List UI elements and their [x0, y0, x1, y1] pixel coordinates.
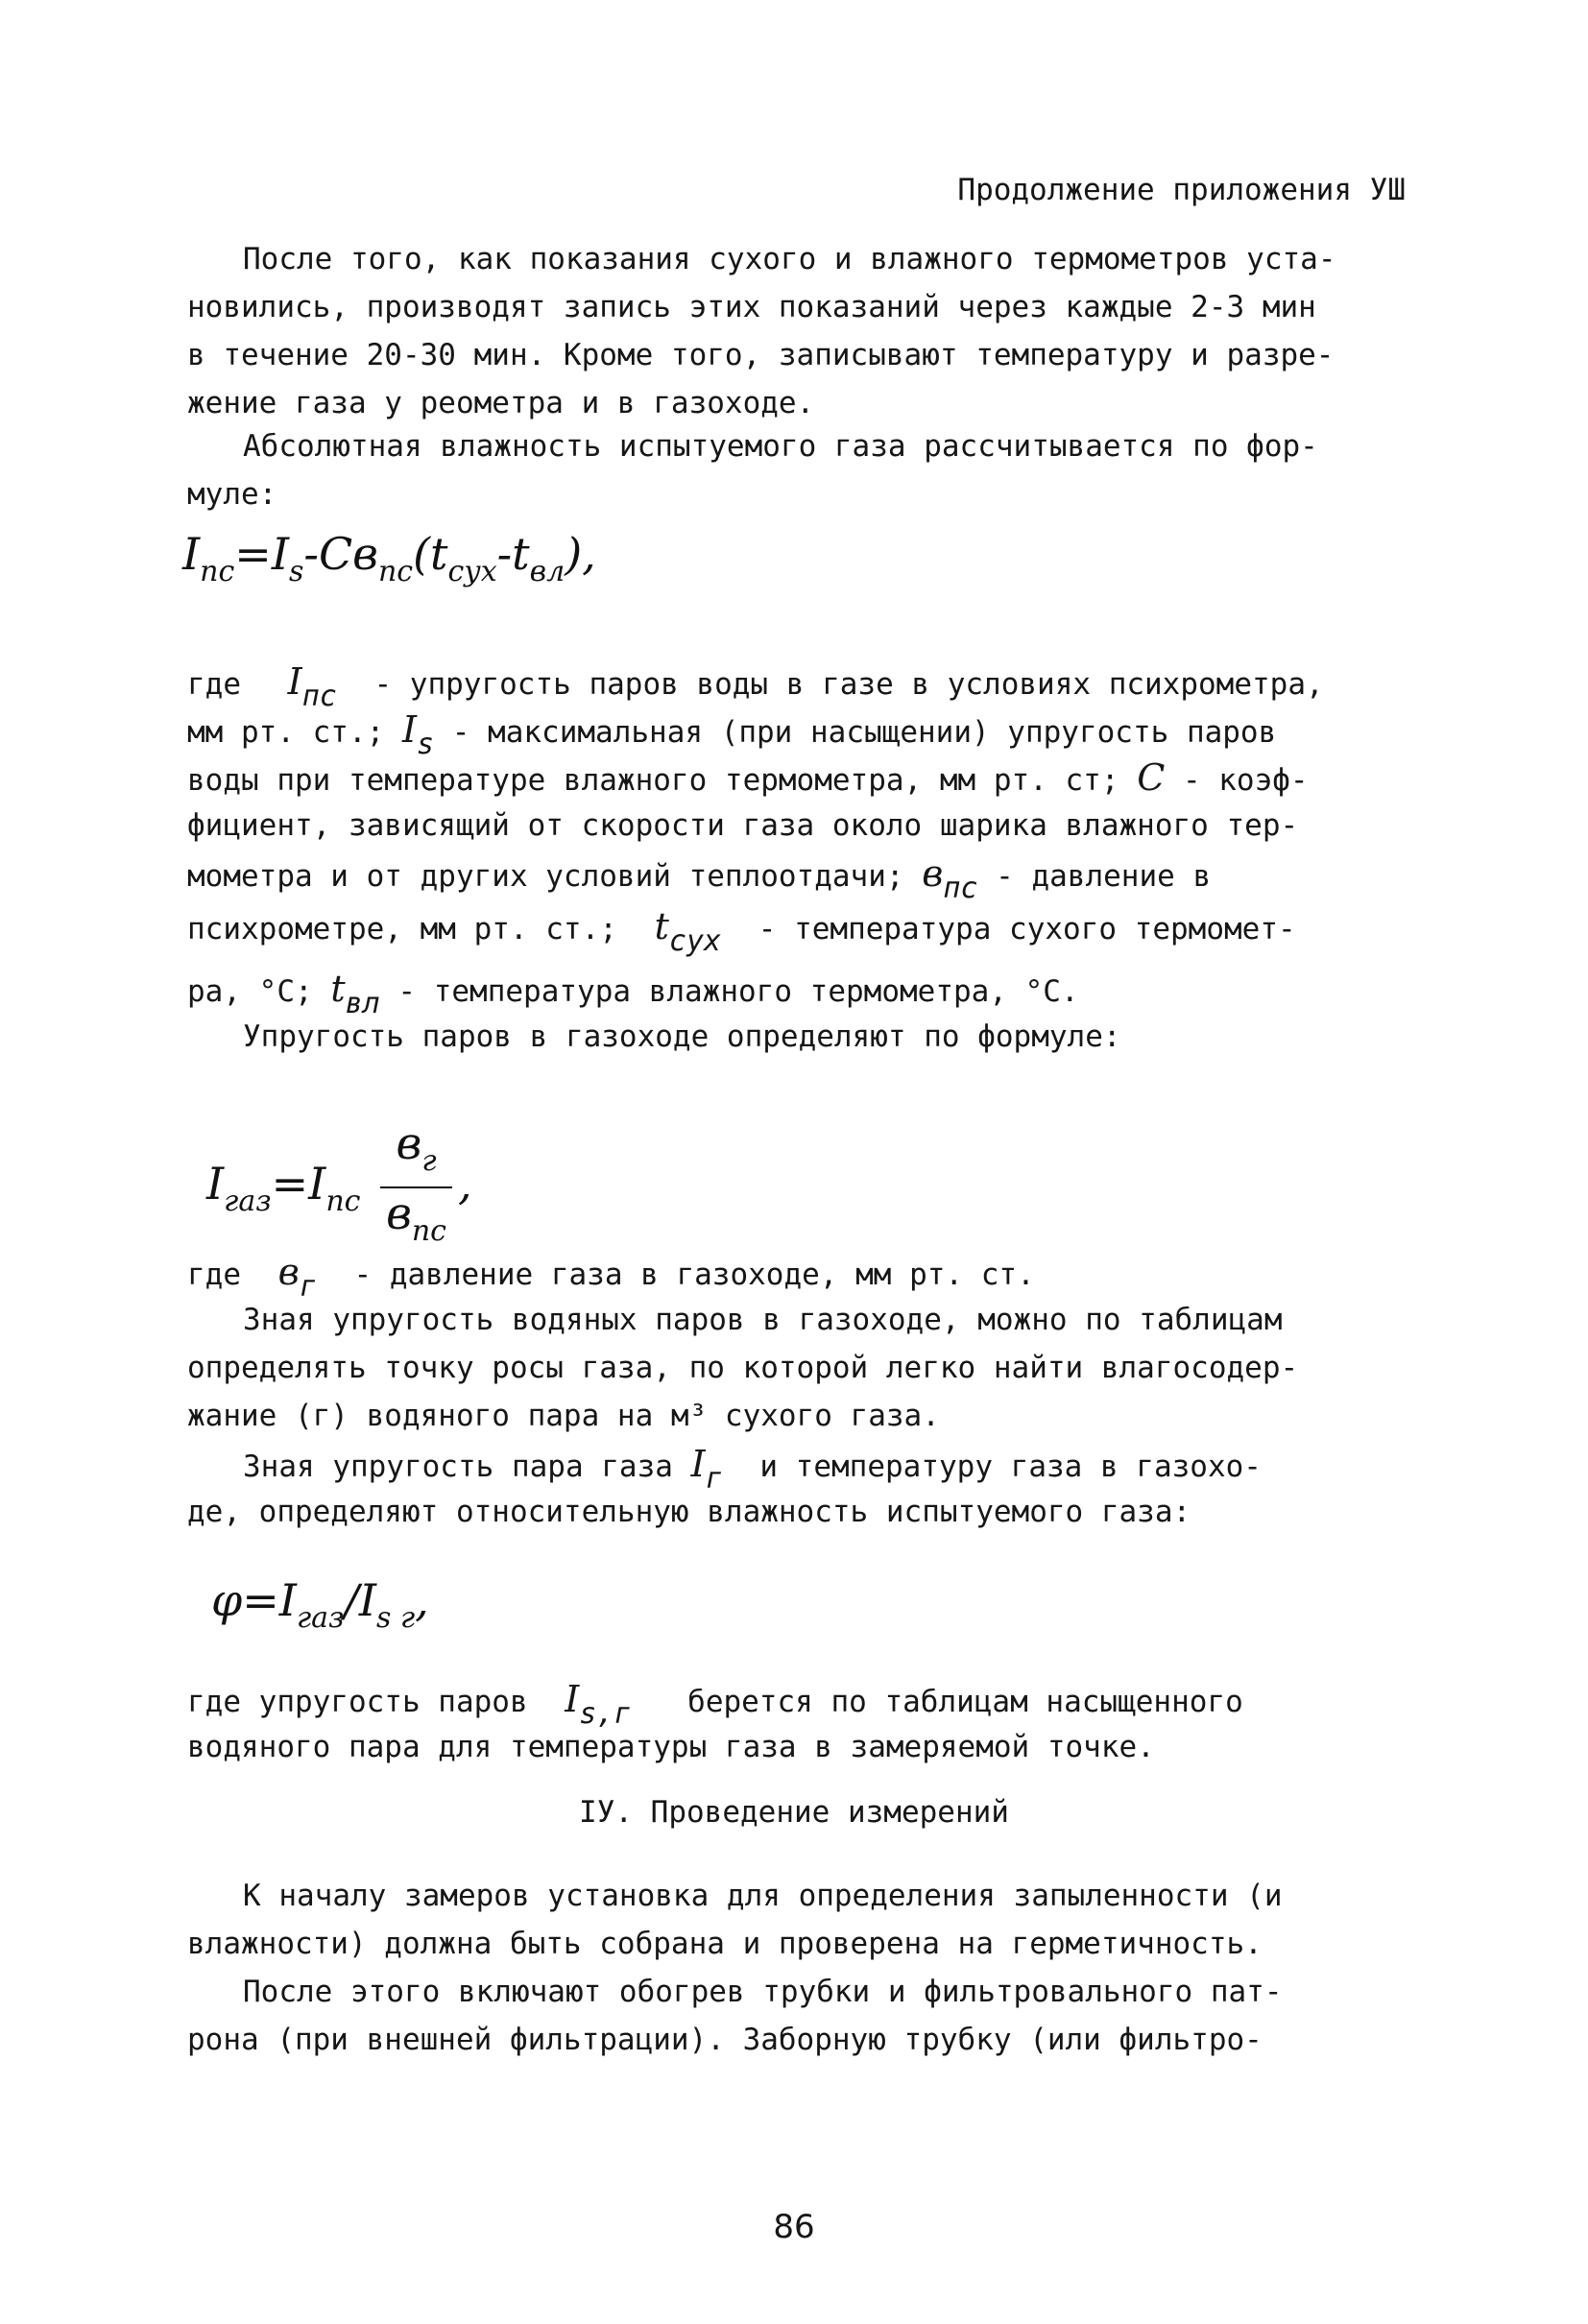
paragraph-2: [187, 422, 1407, 518]
text-line: определять точку росы газа, по которой легко найти влагосодер-: [187, 1351, 1299, 1385]
text-line: Зная упругость водяных паров в газоходе, можно по таблицам: [243, 1303, 1283, 1337]
paragraph-1: [187, 235, 1407, 427]
text-line: психрометре, мм рт. ст.; tсух - температура сухого термомет-: [187, 905, 1296, 958]
text-line: муле:: [187, 477, 277, 512]
text-line: влажности) должна быть собрана и проверена на герметичность.: [187, 1927, 1263, 1961]
text-line: Упругость паров в газоходе определяют по формуле:: [243, 1019, 1121, 1054]
text-line: жение газа у реометра и в газоходе.: [187, 386, 815, 420]
text-line: где Iпс - упругость паров воды в газе в условиях психрометра,: [187, 660, 1324, 713]
text-line: де, определяют относительную влажность испытуемого газа:: [187, 1495, 1191, 1529]
text-line: жание (г) водяного пара на м³ сухого газа.: [187, 1399, 940, 1433]
formula-relative-humidity: $\varphi=I_{газ}/I_{s г}$,: [211, 1574, 429, 1635]
fraction: $\frac{в_г}{в_{пс}}$: [380, 1118, 452, 1257]
text-line: водяного пара для температуры газа в замеряемой точке.: [187, 1730, 1155, 1764]
text-line: новились, производят запись этих показаний через каждые 2-3 мин: [187, 290, 1316, 324]
text-line: К началу замеров установка для определения запыленности (и: [243, 1879, 1283, 1913]
text-line: мометра и от других условий теплоотдачи; впс - давление в: [187, 852, 1212, 905]
text-line: где упругость паров Is,г берется по таблицам насыщенного: [187, 1678, 1243, 1731]
definitions-1: [187, 658, 1407, 1061]
text-line: мм рт. ст.; Is - максимальная (при насыщении) упругость паров: [187, 708, 1277, 761]
section-heading: IУ. Проведение измерений: [579, 1795, 1009, 1830]
text-line: Зная упругость пара газа Iг и температуру газа в газохо-: [243, 1443, 1262, 1496]
text-line: После этого включают обогрев трубки и фильтровального пат-: [243, 1975, 1283, 2009]
text-line: ра, °С; tвл - температура влажного термометра, °С.: [187, 968, 1079, 1020]
formula-gas-vapour-pressure: $I_{газ}=I_{пс}$ $\frac{в_г}{в_{пс}}$ ,: [206, 1118, 472, 1257]
text-line: где вг - давление газа в газоходе, мм рт. ст.: [187, 1251, 1035, 1304]
text-line: Абсолютная влажность испытуемого газа рассчитывается по фор-: [243, 429, 1318, 464]
paragraph-7: [187, 1872, 1407, 2064]
page-number: 86: [773, 2208, 815, 2246]
text-line: фициент, зависящий от скорости газа около шарика влажного тер-: [187, 808, 1299, 843]
text-line: воды при температуре влажного термометра, мм рт. ст; C - коэф-: [187, 756, 1309, 799]
running-header: Продолжение приложения УШ: [957, 173, 1406, 207]
text-line: рона (при внешней фильтрации). Заборную трубку (или фильтро-: [187, 2023, 1263, 2057]
text-line: в течение 20-30 мин. Кроме того, записывают температуру и разре-: [187, 338, 1335, 372]
paragraph-6: [187, 1675, 1407, 1771]
formula-absolute-humidity: $I_{пс}=I_s-Cв_{пс}(t_{сух}-t_{вл})$,: [182, 528, 596, 588]
definitions-2: [187, 1248, 1407, 1536]
text-line: После того, как показания сухого и влажного термометров уста-: [243, 242, 1336, 276]
